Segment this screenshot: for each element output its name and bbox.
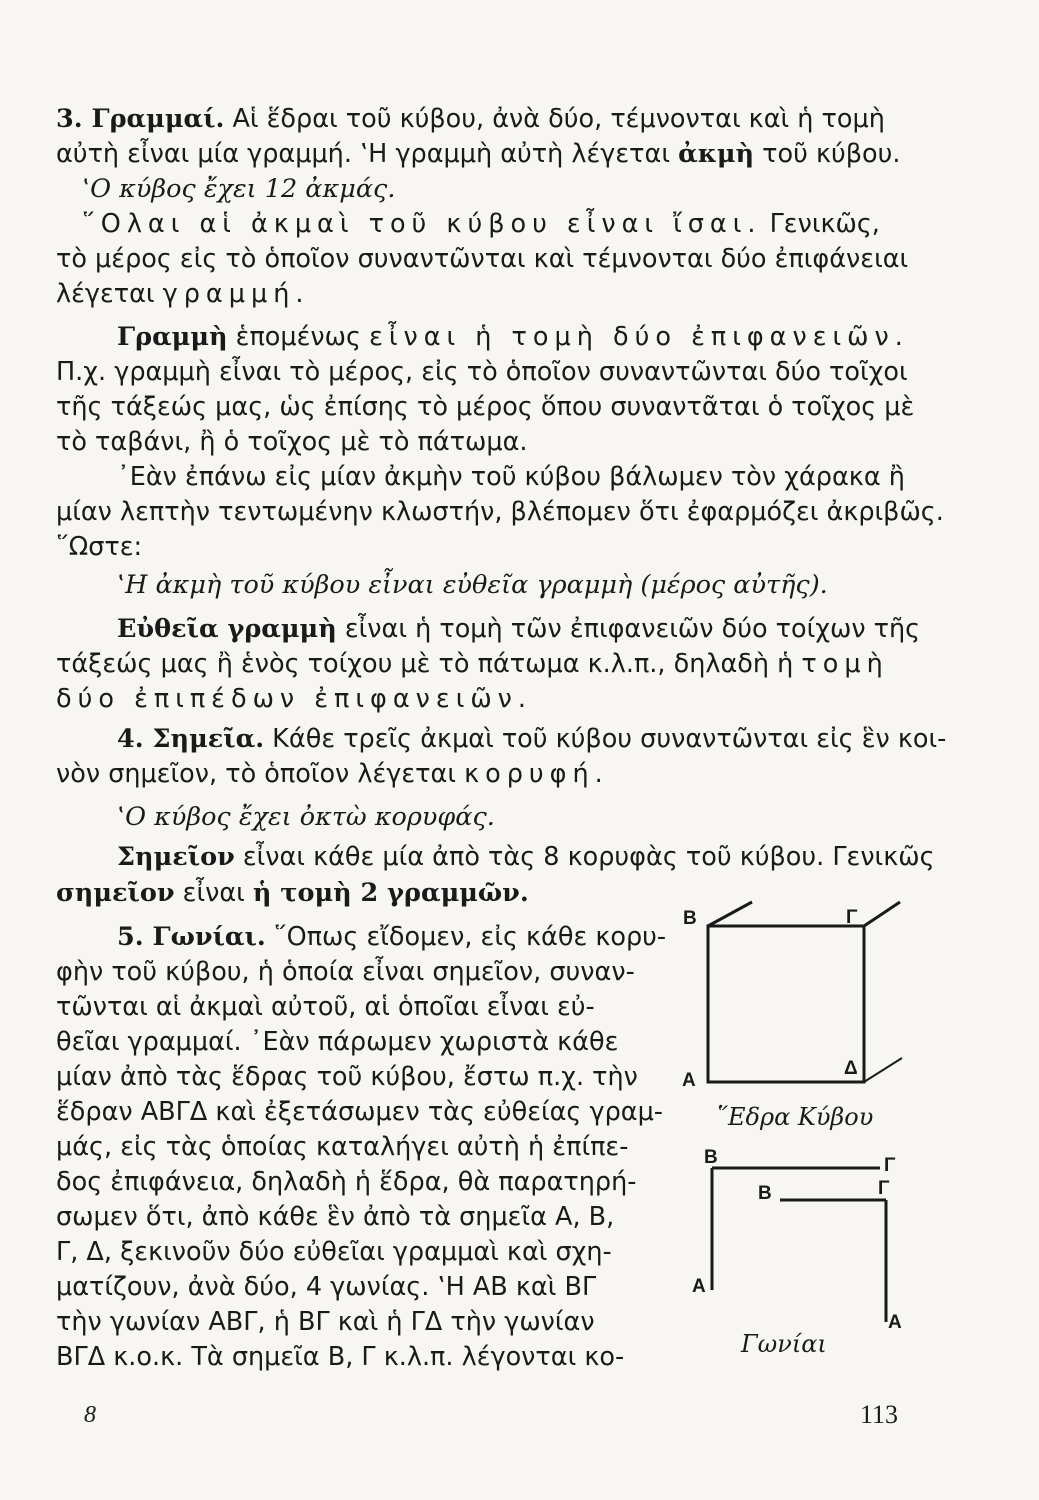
- text-line-italic: ‛Η ἀκμὴ τοῦ κύβου εἶναι εὐθεῖα γραμμὴ (μέρος αὐτῆς).: [117, 570, 828, 600]
- figure-label: A: [692, 1276, 706, 1297]
- text-line: ἕδραν ΑΒΓΔ καὶ ἐξετάσωμεν τὰς εὐθείας γραμ-: [56, 1097, 663, 1127]
- text-line: σημεῖον εἶναι ἡ τομὴ 2 γραμμῶν.: [56, 878, 529, 908]
- text-line-italic: ‛Ο κύβος ἔχει ὀκτὼ κορυφάς.: [117, 802, 495, 832]
- cube-face-square: [708, 926, 864, 1082]
- page-number: 113: [860, 1400, 899, 1429]
- figure-label: Δ: [844, 1058, 858, 1079]
- figure-label: B: [683, 908, 697, 929]
- text-line: ᾿Εὰν ἐπάνω εἰς μίαν ἀκμὴν τοῦ κύβου βάλωμεν τὸν χάρακα ἢ: [117, 462, 905, 492]
- cube-edge-right: [864, 1058, 902, 1082]
- section-heading: 4. Σημεῖα.: [117, 724, 265, 754]
- text-line: 5. Γωνίαι. ῞Οπως εἴδομεν, εἰς κάθε κορυ-: [117, 922, 667, 952]
- text-line: μίαν ἀπὸ τὰς ἕδρας τοῦ κύβου, ἔστω π.χ. τὴν: [56, 1062, 638, 1092]
- figure-label: Γ: [884, 1155, 896, 1176]
- text-line: Εὐθεῖα γραμμὴ εἶναι ἡ τομὴ τῶν ἐπιφανειῶν δύο τοίχων τῆς: [117, 614, 921, 644]
- text-line: τῶνται αἱ ἀκμαὶ αὐτοῦ, αἱ ὁποῖαι εἶναι εὐ-: [56, 992, 595, 1022]
- text-line: τάξεώς μας ἢ ἑνὸς τοίχου μὲ τὸ πάτωμα κ.λ.π., δηλαδὴ ἡ τομὴ: [56, 649, 889, 679]
- signature-mark: 8: [84, 1402, 96, 1428]
- bold-term: Σημεῖον: [117, 842, 235, 872]
- figure-label: Γ: [878, 1178, 890, 1199]
- section-heading: 3. Γραμμαί.: [56, 104, 225, 134]
- text-line: νὸν σημεῖον, τὸ ὁποῖον λέγεται κορυφή.: [56, 759, 609, 789]
- text-line: μίαν λεπτὴν τεντωμένην κλωστήν, βλέπομεν ὅτι ἐφαρμόζει ἀκριβῶς.: [56, 497, 944, 527]
- text-line: μάς, εἰς τὰς ὁποίας καταλήγει αὐτὴ ἡ ἐπίπε-: [56, 1132, 629, 1162]
- text-line: Γ, Δ, ξεκινοῦν δύο εὐθεῖαι γραμμαὶ καὶ σχη-: [56, 1237, 612, 1267]
- text-line: σωμεν ὅτι, ἀπὸ κάθε ἓν ἀπὸ τὰ σημεῖα Α, Β,: [56, 1202, 615, 1232]
- text-line: Γραμμὴ ἑπομένως εἶναι ἡ τομὴ δύο ἐπιφανειῶν.: [117, 322, 909, 352]
- text-line: λέγεται γραμμή.: [56, 279, 310, 309]
- text-line: ματίζουν, ἀνὰ δύο, 4 γωνίας. ‛Η ΑΒ καὶ ΒΓ: [56, 1272, 597, 1302]
- text-line: 4. Σημεῖα. Κάθε τρεῖς ἀκμαὶ τοῦ κύβου συναντῶνται εἰς ἓν κοι-: [117, 724, 947, 754]
- text-line: τὸ μέρος εἰς τὸ ὁποῖον συναντῶνται καὶ τέμνονται δύο ἐπιφάνειαι: [56, 244, 909, 274]
- text-line: τῆς τάξεώς μας, ὡς ἐπίσης τὸ μέρος ὅπου συναντᾶται ὁ τοῖχος μὲ: [56, 392, 915, 422]
- text-line: ῞Ολαι αἱ ἀκμαὶ τοῦ κύβου εἶναι ἴσαι. Γενικῶς,: [82, 209, 880, 239]
- text-line: θεῖαι γραμμαί. ᾿Εὰν πάρωμεν χωριστὰ κάθε: [56, 1027, 619, 1057]
- text-line: δύο ἐπιπέδων ἐπιφανειῶν.: [56, 684, 533, 714]
- cube-edge-top-right: [864, 902, 900, 926]
- text-line: φὴν τοῦ κύβου, ἡ ὁποία εἶναι σημεῖον, συναν-: [56, 957, 635, 987]
- figure-caption: ῞Εδρα Κύβου: [716, 1103, 874, 1131]
- figure-label: A: [682, 1070, 696, 1091]
- figure-label: B: [758, 1183, 772, 1204]
- text-line: τὸ ταβάνι, ἢ ὁ τοῖχος μὲ τὸ πάτωμα.: [56, 427, 528, 457]
- text-line: Π.χ. γραμμὴ εἶναι τὸ μέρος, εἰς τὸ ὁποῖον συναντῶνται δύο τοῖχοι: [56, 357, 908, 387]
- section-heading: 5. Γωνίαι.: [117, 922, 266, 952]
- cube-edge-top-left: [708, 902, 752, 926]
- text-line-italic: ‛Ο κύβος ἔχει 12 ἀκμάς.: [82, 174, 396, 204]
- text-line: αὐτὴ εἶναι μία γραμμή. ‛Η γραμμὴ αὐτὴ λέγεται ἀκμὴ τοῦ κύβου.: [56, 139, 901, 169]
- bold-term: Εὐθεῖα γραμμὴ: [117, 614, 337, 644]
- figure-label: A: [888, 1312, 902, 1333]
- text-line: δος ἐπιφάνεια, δηλαδὴ ἡ ἕδρα, θὰ παρατηρή-: [56, 1167, 637, 1197]
- figure-label: B: [704, 1147, 718, 1168]
- figure-caption: Γωνίαι: [741, 1330, 827, 1358]
- text-line: 3. Γραμμαί. Αἱ ἕδραι τοῦ κύβου, ἀνὰ δύο, τέμνονται καὶ ἡ τομὴ: [56, 104, 885, 134]
- text-line: ΒΓΔ κ.ο.κ. Τὰ σημεῖα Β, Γ κ.λ.π. λέγονται κο-: [56, 1342, 625, 1372]
- text-line: Σημεῖον εἶναι κάθε μία ἀπὸ τὰς 8 κορυφὰς τοῦ κύβου. Γενικῶς: [117, 842, 935, 872]
- bold-term: Γραμμὴ: [117, 322, 228, 352]
- text-line: ῞Ωστε:: [56, 532, 143, 562]
- figure-label: Γ: [846, 907, 858, 928]
- text-line: τὴν γωνίαν ΑΒΓ, ἡ ΒΓ καὶ ἡ ΓΔ τὴν γωνίαν: [56, 1307, 595, 1337]
